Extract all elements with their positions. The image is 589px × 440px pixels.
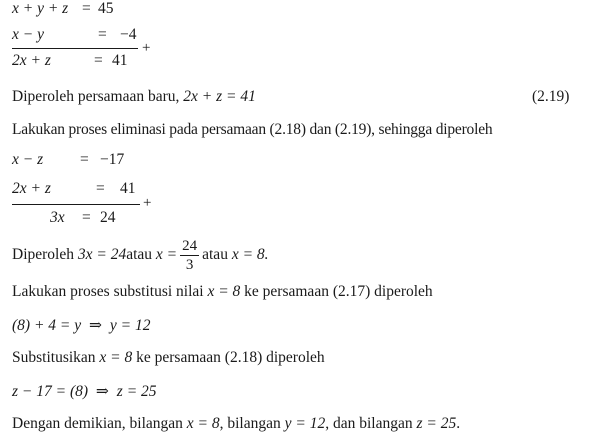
equation-right: 24 — [100, 209, 116, 226]
math-expression: x = — [155, 246, 178, 263]
text: Diperoleh persamaan baru, — [12, 88, 184, 105]
text: , dan bilangan — [325, 415, 417, 432]
equation-right: 45 — [98, 0, 114, 17]
substitution-instruction-2 — [12, 349, 325, 367]
equals-sign: = — [96, 180, 105, 197]
text: Lakukan proses substitusi nilai — [12, 283, 208, 300]
equation-left: 2x + z — [12, 180, 51, 197]
text: Diperoleh — [12, 246, 74, 263]
math-expression: x = 8 — [207, 283, 241, 300]
substitution-instruction — [12, 283, 433, 301]
equals-sign: = — [82, 0, 91, 17]
math-expression: 3x = 24 — [77, 246, 127, 263]
fraction — [180, 237, 199, 274]
elimination-block-1 — [12, 0, 172, 78]
equation-number: (2.19) — [532, 88, 570, 105]
text: ke persamaan (2.17) diperoleh — [240, 283, 433, 300]
math-expression: x = 8 — [186, 415, 220, 432]
math-expression: x = 8 — [99, 349, 133, 366]
plus-sign: + — [142, 40, 151, 56]
y-solution-line — [12, 316, 150, 335]
equation-left: x − z — [12, 151, 44, 168]
text: ke persamaan (2.18) diperoleh — [132, 349, 325, 366]
equation-right: −4 — [120, 26, 137, 43]
math-expression: z − 17 = (8) — [12, 383, 89, 400]
equation-right: −17 — [100, 151, 125, 168]
sum-rule — [12, 204, 140, 205]
result-x-line — [12, 233, 269, 277]
equals-sign: = — [82, 209, 91, 226]
text: . — [456, 415, 461, 432]
text: atau — [202, 246, 228, 263]
equals-sign: = — [98, 26, 107, 43]
fraction-denominator: 3 — [185, 256, 194, 273]
equation-left: x + y + z — [12, 0, 69, 17]
equals-sign: = — [94, 52, 103, 69]
sum-rule — [12, 48, 138, 49]
text: , bilangan — [219, 415, 285, 432]
equals-sign: = — [80, 151, 89, 168]
text: Substitusikan — [12, 349, 100, 366]
text: atau — [126, 246, 153, 263]
fraction-numerator: 24 — [182, 237, 198, 254]
z-solution-line — [12, 382, 157, 401]
implies-arrow: ⇒ — [95, 383, 109, 400]
math-expression: z = 25 — [416, 415, 457, 432]
math-expression: x = 8. — [231, 246, 269, 263]
text: Dengan demikian, bilangan — [12, 415, 187, 432]
equation-left: 3x — [50, 209, 65, 226]
math-expression: y = 12 — [284, 415, 326, 432]
elimination-instruction: Lakukan proses eliminasi pada persamaan (2.18) dan (2.19), sehingga diperoleh — [12, 121, 493, 138]
elimination-block-2 — [12, 151, 172, 231]
math-expression: z = 25 — [116, 383, 157, 400]
math-expression: 2x + z = 41 — [183, 88, 256, 105]
equation-left: 2x + z — [12, 52, 51, 69]
math-expression: (8) + 4 = y — [12, 317, 82, 334]
equation-left: x − y — [12, 26, 44, 43]
plus-sign: + — [143, 195, 152, 211]
math-expression: y = 12 — [109, 317, 151, 334]
equation-right: 41 — [120, 180, 136, 197]
conclusion-line — [12, 415, 460, 433]
new-equation-line — [12, 88, 256, 106]
equation-right: 41 — [112, 52, 128, 69]
implies-arrow: ⇒ — [89, 317, 102, 334]
